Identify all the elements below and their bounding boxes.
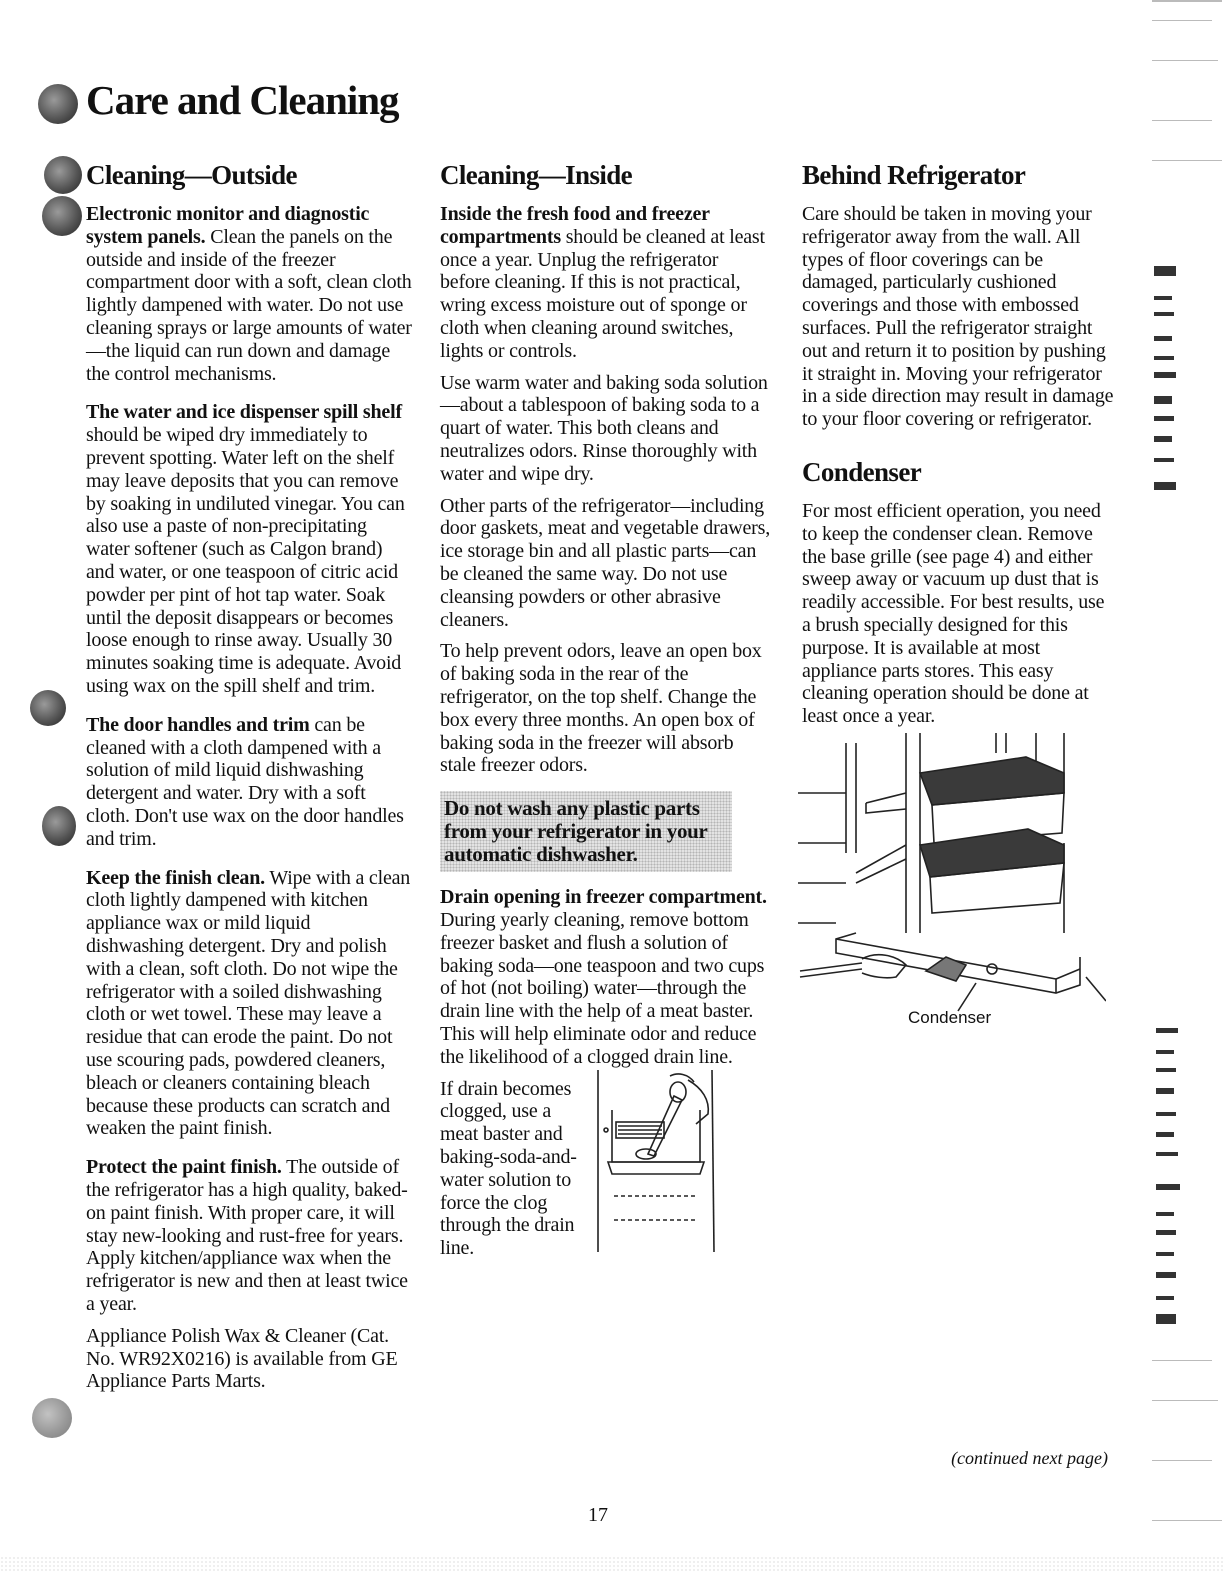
heading-behind-refrigerator: Behind Refrigerator <box>802 160 1026 190</box>
paragraph-other-parts: Other parts of the refrigerator—including door gaskets, meat and vegetable drawers, ice storage bin and all plastic parts—can be cleaned the same way. Do not use cleansing powders or other abrasive cleaners. <box>440 494 771 631</box>
heading-cleaning-inside: Cleaning—Inside <box>440 160 633 190</box>
column-behind-refrigerator <box>802 160 1114 1033</box>
text-finish: Wipe with a clean cloth lightly dampened with kitchen appliance wax or mild liquid dishwashing detergent. Dry and polish with a clean, soft cloth. Do not wipe the refrigerator with a soiled dishwashing cloth or wet towel. These may leave a residue that can erode the paint. Do not use scouring pads, powdered cleaners, bleach or cleaners containing bleach because these products can scratch and weaken the paint finish. <box>86 866 411 1140</box>
title-bullet <box>38 84 78 124</box>
continued-note: (continued next page) <box>951 1448 1108 1468</box>
scan-bottom-artifact <box>0 1556 1224 1572</box>
section-bullet <box>44 156 82 194</box>
condenser-label: Condenser <box>908 1008 992 1028</box>
lead-panels: Electronic monitor and diagnostic system panels. <box>86 203 370 248</box>
margin-bullet <box>30 690 66 726</box>
warning-line: Do not wash any plastic parts <box>444 796 700 821</box>
column-cleaning-inside <box>440 160 770 1268</box>
text-drain: During yearly cleaning, remove bottom freezer basket and flush a solution of baking soda—one teaspoon and two cups of hot (not boiling) water—through the drain line with the help of a meat baster. This will help eliminate odor and reduce the likelihood of a clogged drain line. <box>440 908 765 1068</box>
paragraph-finish <box>86 867 412 1141</box>
warning-line: from your refrigerator in your <box>444 819 708 844</box>
page-title: Care and Cleaning <box>86 77 399 123</box>
condenser-illustration <box>796 733 1106 1033</box>
margin-bullet <box>32 1398 72 1438</box>
text-panels: Clean the panels on the outside and inside of the freezer compartment door with a soft, clean cloth lightly dampened with water. Do not use cleaning sprays or large amounts of water—the liquid can run down and damage the control mechanisms. <box>86 225 412 385</box>
warning-box <box>440 791 732 872</box>
heading-condenser: Condenser <box>802 457 922 488</box>
lead-handles: The door handles and trim <box>86 713 310 736</box>
margin-bullet <box>42 806 76 846</box>
paragraph-odors: To help prevent odors, leave an open box of baking soda in the rear of the refrigerator, on the top shelf. Change the box every three months. An open box of baking soda in the freezer will absorb stale freezer odors. <box>440 640 762 777</box>
paragraph-paint <box>86 1156 412 1316</box>
paragraph-compartments <box>440 203 770 363</box>
heading-cleaning-outside: Cleaning—Outside <box>86 160 297 190</box>
lead-dispenser: The water and ice dispenser spill shelf <box>86 401 402 424</box>
paragraph-behind: Care should be taken in moving your refrigerator away from the wall. All types of floor coverings can be damaged, particularly cushioned coverings and those with embossed surfaces. Pull the refrigerator straight out and return it to position by pushing it straight in. Moving your refrigerator in a side direction may result in damage to your floor covering or refrigerator. <box>802 203 1114 431</box>
page-number: 17 <box>588 1504 608 1526</box>
column-cleaning-outside <box>86 160 412 1402</box>
paragraph-clogged: If drain becomes clogged, use a meat baster and baking-soda-and-water solution to force the clog through the drain line. <box>440 1077 577 1260</box>
text-compartments: should be cleaned at least once a year. Unplug the refrigerator before cleaning. If this is not practical, wring excess moisture out of sponge or cloth when cleaning around switches, lights or controls. <box>440 225 765 362</box>
paragraph-drain <box>440 886 770 1068</box>
text-handles: can be cleaned with a cloth dampened with a solution of mild liquid dishwashing detergent and water. Dry with a soft cloth. Don't use wax on the door handles and trim. <box>86 713 404 850</box>
text-paint: The outside of the refrigerator has a high quality, baked-on paint finish. With proper care, it will stay new-looking and rust-free for years. Apply kitchen/appliance wax when the refrigerator is new and then at least twice a year. <box>86 1156 408 1315</box>
meat-baster-illustration <box>592 1070 732 1256</box>
paragraph-panels <box>86 203 412 385</box>
paragraph-polish: Appliance Polish Wax & Cleaner (Cat. No. WR92X0216) is available from GE Appliance Parts Marts. <box>86 1324 398 1393</box>
lead-compartments: Inside the fresh food and freezer compartments <box>440 203 710 248</box>
text-dispenser: should be wiped dry immediately to prevent spotting. Water left on the shelf may leave deposits that you can remove by soaking in undiluted vinegar. You can also use a paste of non-precipitating water softener (such as Calgon brand) and water, or one teaspoon of citric acid powder per pint of hot tap water. Soak until the deposit disappears or becomes loose enough to rinse away. Usually 30 minutes soaking time is adequate. Avoid using wax on the spill shelf and trim. <box>86 424 405 697</box>
warning-line: automatic dishwasher. <box>444 842 638 867</box>
paragraph-condenser: For most efficient operation, you need to keep the condenser clean. Remove the base grille (see page 4) and either sweep away or vacuum up dust that is readily accessible. For best results, use a brush specially designed for this purpose. It is available at most appliance parts stores. This easy cleaning operation should be done at least once a year. <box>802 500 1105 728</box>
lead-finish: Keep the finish clean. <box>86 866 265 889</box>
scan-edge-artifacts <box>1124 0 1224 1584</box>
lead-paint: Protect the paint finish. <box>86 1156 282 1179</box>
paragraph-handles <box>86 714 412 851</box>
section-bullet <box>42 196 82 236</box>
paragraph-soda: Use warm water and baking soda solution—about a tablespoon of baking soda to a quart of water. This both cleans and neutralizes odors. Rinse thoroughly with water and wipe dry. <box>440 371 768 485</box>
drain-section <box>440 1078 770 1268</box>
paragraph-dispenser <box>86 401 412 697</box>
lead-drain: Drain opening in freezer compartment. <box>440 886 767 909</box>
